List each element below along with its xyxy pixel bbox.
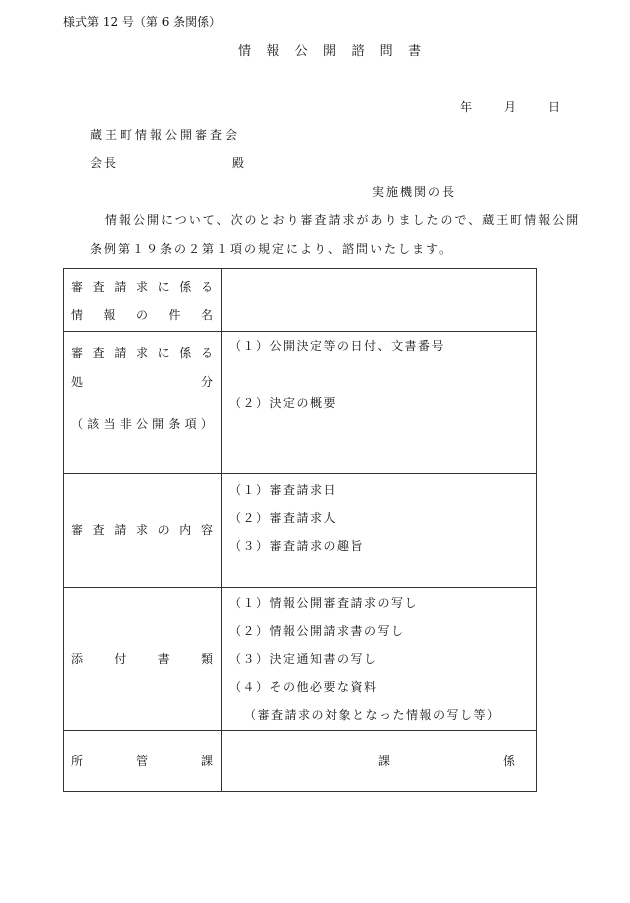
sender-name: 実施機関の長 [372,185,457,199]
label-line: 所 管 課 [71,754,213,768]
content-item: （３）審査請求の趣旨 [229,539,365,553]
content-item: （４）その他必要な資料 [229,680,378,694]
form-number: 様式第 12 号（第 6 条関係） [63,15,222,29]
date-line: 年 月 日 [460,100,560,114]
content-item: （３）決定通知書の写し [229,652,378,666]
row-request-details-label-cell [64,474,222,587]
row-responsible-section-label-cell [64,731,222,791]
content-item: （２）情報公開請求書の写し [229,624,405,638]
row-information-name [64,269,536,331]
row-disposition [64,331,536,473]
addressee-honorific: 殿 [232,156,245,170]
row-information-name-label-cell [64,269,222,331]
label-line: 審 査 請 求 の 内 容 [71,523,213,537]
row-disposition-label-cell [64,332,222,473]
content-item-note: （審査請求の対象となった情報の写し等） [244,708,501,722]
information-name-value-cell [222,269,536,331]
content-item: （２）審査請求人 [229,511,338,525]
section-suffix: 課 [378,754,392,768]
attachments-value-cell [222,588,536,730]
row-attachments [64,587,536,730]
document-title: 情 報 公 開 諮 問 書 [238,44,421,59]
request-details-value-cell [222,474,536,587]
label-line: 情 報 の 件 名 [71,308,213,322]
disposition-value-cell [222,332,536,473]
row-responsible-section [64,730,536,791]
unit-suffix: 係 [503,754,517,768]
content-item: （１）情報公開審査請求の写し [229,596,419,610]
label-line: 処 分 [71,375,213,389]
content-item: （１）公開決定等の日付、文書番号 [229,339,446,353]
label-line: 添 付 書 類 [71,652,213,666]
row-attachments-label-cell [64,588,222,730]
label-line: 審 査 請 求 に 係 る [71,280,213,294]
inquiry-table [63,268,537,792]
body-text-line-1: 情報公開について、次のとおり審査請求がありましたので、蔵王町情報公開 [105,213,581,227]
content-item: （２）決定の概要 [229,396,338,410]
label-line: （ 該 当 非 公 開 条 項 ） [71,417,213,431]
responsible-section-value-cell [222,731,536,791]
body-text-line-2: 条例第１９条の２第１項の規定により、諮問いたします。 [90,242,454,256]
addressee-organization: 蔵王町情報公開審査会 [90,128,241,142]
addressee-title: 会長 [90,156,119,170]
content-item: （１）審査請求日 [229,483,338,497]
label-line: 審 査 請 求 に 係 る [71,346,213,360]
row-request-details [64,473,536,587]
